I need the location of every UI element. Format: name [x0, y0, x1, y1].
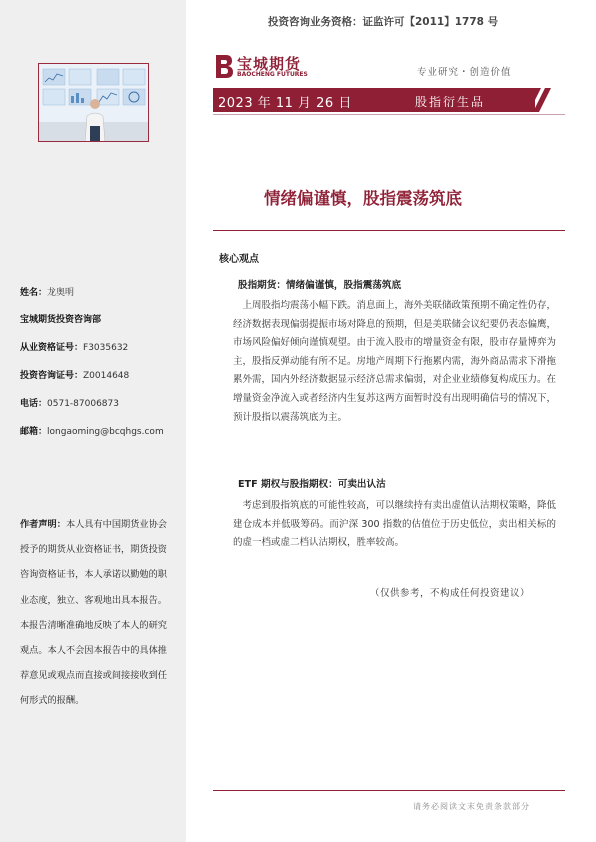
logo-chinese: 宝城期货	[237, 55, 302, 73]
section-heading: 核心观点	[219, 254, 259, 265]
contact-department: 宝城期货投资咨询部	[20, 315, 102, 325]
date-banner	[213, 88, 535, 112]
logo-english: BAOCHENG FUTURES	[237, 71, 308, 78]
banner-stripes-icon	[521, 86, 557, 114]
report-category: 股指衍生品	[415, 95, 486, 109]
paragraph-etf-options: 考虑到股指筑底的可能性较高，可以继续持有卖出虚值认沽期权策略，降低建仓成本并低吸筹码。而沪深 300 指数的估值位于历史低位，卖出相关标的的虚一档或虚二档认沽期权，胜率较高。	[233, 500, 557, 549]
contact-email: 邮箱：longaoming@bcqhgs.com	[20, 427, 164, 437]
subheading-etf-options: ETF 期权与股指期权：可卖出认沽	[238, 479, 386, 490]
author-disclaimer: 作者声明：本人具有中国期货业协会授予的期货从业资格证书，期货投资咨询资格证书，本人承诺以勤勉的职业态度，独立、客观地出具本报告。本报告清晰准确地反映了本人的研究观点。本人不会因本报告中的具体推荐意见或观点而直接或间接接收到任何形式的报酬。	[20, 519, 167, 707]
reference-note: （仅供参考，不构成任何投资建议）	[370, 588, 531, 599]
contact-consulting-cert: 投资咨询证号：Z0014648	[20, 371, 130, 381]
report-title: 情绪偏谨慎，股指震荡筑底	[264, 189, 462, 208]
logo-mark-icon	[213, 53, 235, 80]
slogan: 专业研究・创造价值	[417, 67, 512, 78]
company-logo	[213, 53, 323, 81]
contact-phone: 电话：0571-87006873	[20, 399, 119, 409]
footer-disclaimer-link: 请务必阅读文末免责条款部分	[413, 802, 530, 811]
footer-divider	[213, 790, 565, 791]
report-date: 2023 年 11 月 26 日	[218, 96, 352, 111]
cover-photo	[38, 63, 149, 142]
banner-underline	[213, 114, 565, 115]
title-divider	[213, 230, 565, 231]
contact-qualification: 从业资格证号：F3035632	[20, 343, 129, 353]
subheading-stock-index-futures: 股指期货：情绪偏谨慎，股指震荡筑底	[238, 280, 402, 291]
paragraph-stock-index-futures: 上周股指均震荡小幅下跌。消息面上，海外美联储政策预期不确定性仍存，经济数据表现偏弱提振市场对降息的预期，但是美联储会议纪要仍表态偏鹰，市场风险偏好倾向谨慎观望。由于流入股市的增量资金有限，股市存量博弈为主，股指反弹动能有所不足。房地产周期下行拖累内需，海外商品需求下滑拖累外需，国内外经济数据显示经济总需求偏弱，对企业业绩修复构成压力。在增量资金净流入或者经济内生复苏这两方面暂时没有出现明确信号的情况下，预计股指以震荡筑底为主。	[233, 300, 557, 423]
contact-name: 姓名：龙奥明	[20, 288, 75, 298]
license-text: 投资咨询业务资格：证监许可【2011】1778 号	[268, 16, 499, 28]
sidebar	[0, 0, 186, 842]
